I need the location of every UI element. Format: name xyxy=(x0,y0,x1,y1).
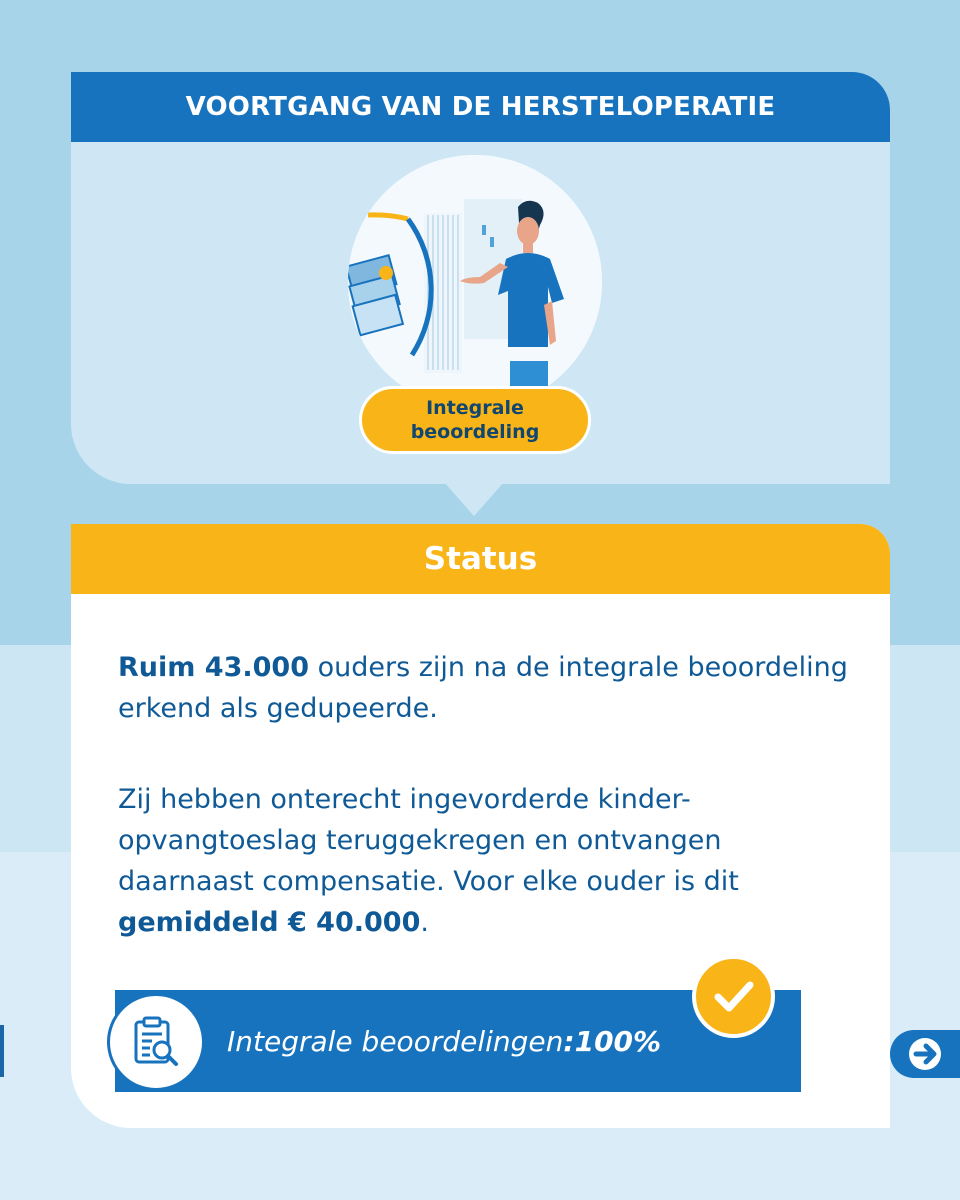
arrow-right-icon xyxy=(905,1036,945,1072)
average-amount: gemiddeld € 40.000 xyxy=(118,907,421,938)
person-presenting-money-illustration xyxy=(348,155,603,410)
page-title: VOORTGANG VAN DE HERSTELOPERATIE xyxy=(185,92,776,122)
card-header xyxy=(71,72,890,142)
status-title: Status xyxy=(423,541,538,577)
status-header xyxy=(71,524,890,594)
speech-pointer xyxy=(444,482,504,516)
checkmark-icon xyxy=(692,955,775,1038)
progress-label-text: Integrale beoordelingen xyxy=(227,1024,564,1058)
previous-slide-edge xyxy=(0,1025,4,1077)
badge-line-1: Integrale xyxy=(426,397,524,419)
next-slide-button[interactable] xyxy=(890,1030,960,1078)
paragraph-2-end: . xyxy=(420,907,429,938)
badge-line-2: beoordeling xyxy=(410,421,540,443)
paragraph-1-text: ouders zijn na de integrale beoordeling erkend als gedupeerde. xyxy=(118,652,848,724)
integrale-beoordeling-badge xyxy=(359,386,591,454)
clipboard-search-icon xyxy=(107,993,205,1091)
progress-separator: : xyxy=(563,1024,575,1058)
paragraph-2-text: Zij hebben onterecht ingevorderde kinder-opvangtoeslag teruggekregen en ontvangen daarnaast compensatie. Voor elke ouder is dit xyxy=(118,784,739,897)
parents-count: Ruim 43.000 xyxy=(118,652,309,683)
status-paragraph-1 xyxy=(118,647,858,729)
progress-value: 100% xyxy=(574,1024,662,1058)
status-paragraph-2 xyxy=(118,779,858,943)
progress-label xyxy=(227,990,661,1092)
